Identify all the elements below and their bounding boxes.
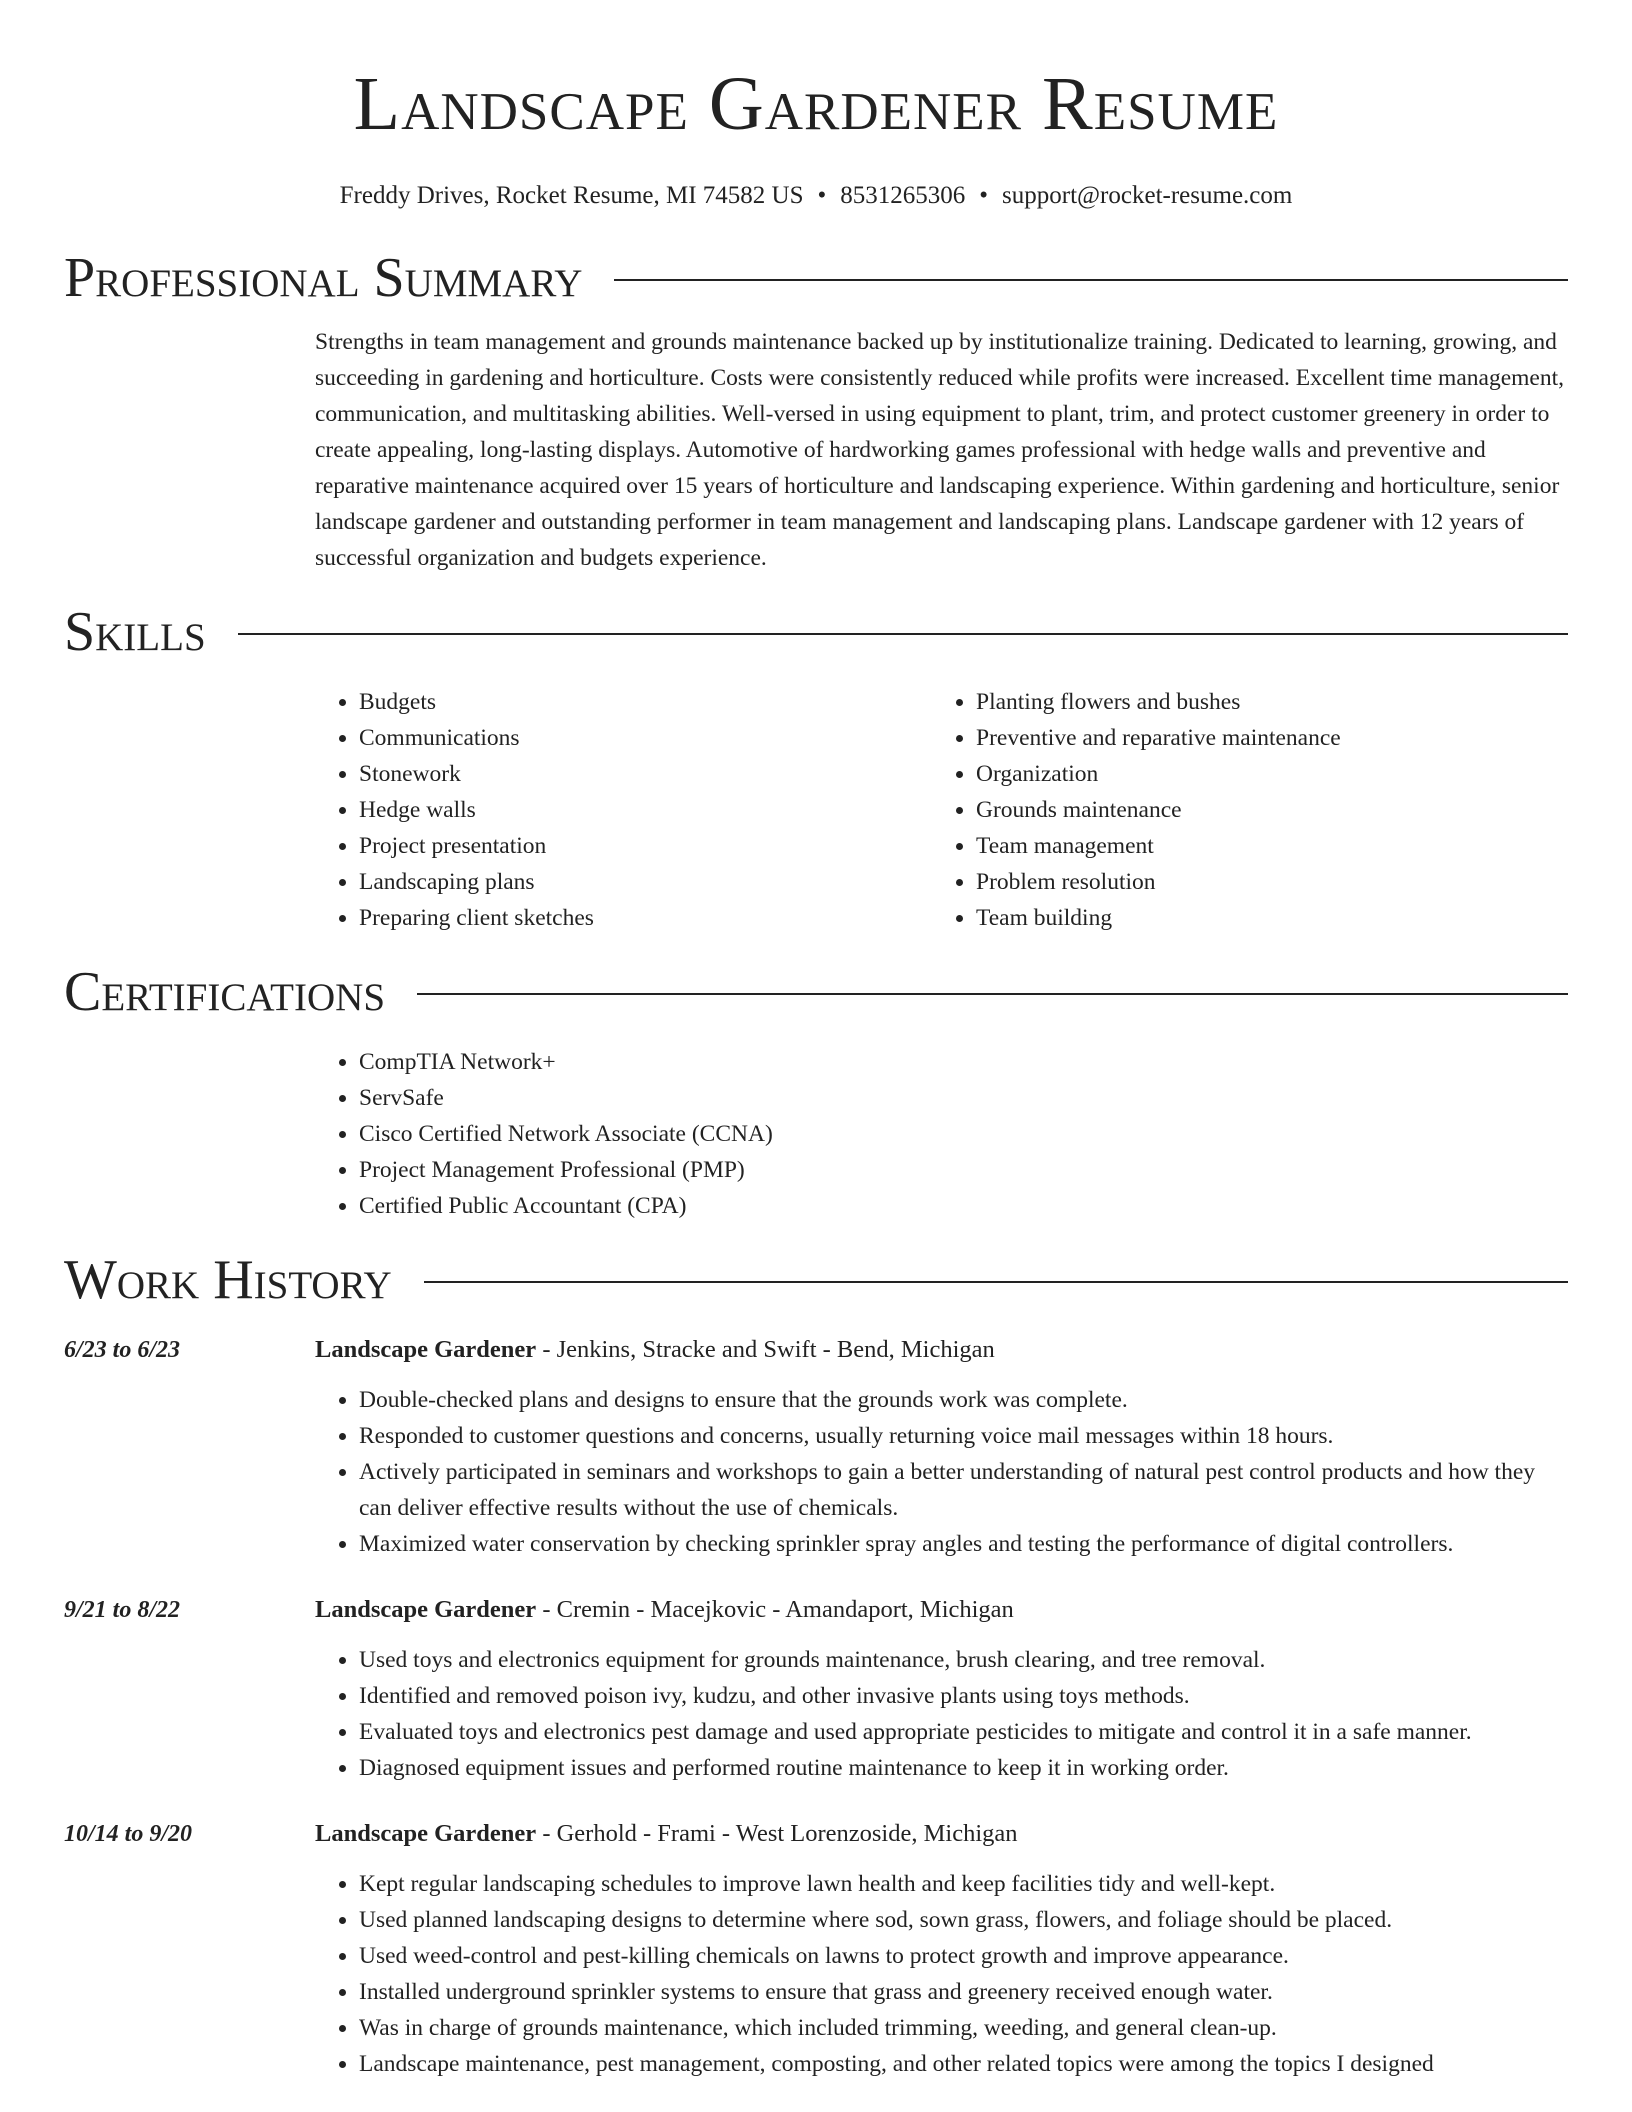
job-entry <box>64 1816 1568 2082</box>
resume-title: Landscape Gardener Resume <box>353 62 1279 146</box>
job-content <box>315 1816 1568 2082</box>
contact-separator: • <box>979 182 989 209</box>
skill-item: • Budgets <box>359 684 932 720</box>
certification-item: • Cisco Certified Network Associate (CCNA) <box>359 1116 1568 1152</box>
job-bullet: • Maximized water conservation by checking sprinkler spray angles and testing the performance of digital controllers. <box>359 1526 1568 1562</box>
certification-item: • Certified Public Accountant (CPA) <box>359 1188 1568 1224</box>
job-bullet: • Used planned landscaping designs to determine where sod, sown grass, flowers, and foliage should be placed. <box>359 1902 1568 1938</box>
certifications-section-header <box>64 960 1568 1024</box>
job-title-line <box>315 1816 1568 1852</box>
skills-heading: Skills <box>64 601 206 663</box>
job-bullets <box>315 1866 1568 2082</box>
skill-item: • Planting flowers and bushes <box>976 684 1549 720</box>
job-company-location: - Cremin - Macejkovic - Amandaport, Michigan <box>536 1596 1014 1623</box>
job-content <box>315 1592 1568 1786</box>
job-role: Landscape Gardener <box>315 1820 537 1847</box>
skill-item: • Team management <box>976 828 1549 864</box>
section-divider <box>417 993 1568 995</box>
job-dates: 6/23 to 6/23 <box>64 1337 181 1363</box>
skills-section-header <box>64 600 1568 664</box>
certifications-heading: Certifications <box>64 961 386 1023</box>
job-role: Landscape Gardener <box>315 1336 537 1363</box>
skill-item: • Problem resolution <box>976 864 1549 900</box>
contact-phone: 8531265306 <box>840 182 966 209</box>
job-bullet: • Evaluated toys and electronics pest damage and used appropriate pesticides to mitigate and control it in a safe manner. <box>359 1714 1568 1750</box>
job-role: Landscape Gardener <box>315 1596 537 1623</box>
job-bullet: • Identified and removed poison ivy, kudzu, and other invasive plants using toys methods. <box>359 1678 1568 1714</box>
job-content <box>315 1332 1568 1562</box>
job-bullet: • Landscape maintenance, pest management, composting, and other related topics were among the topics I designed <box>359 2046 1568 2082</box>
summary-section-header <box>64 246 1568 310</box>
skills-column-left <box>315 684 932 936</box>
work-history-section-header <box>64 1248 1568 1312</box>
summary-heading: Professional Summary <box>64 247 583 309</box>
section-divider <box>238 633 1568 635</box>
skill-item: • Team building <box>976 900 1549 936</box>
certification-item: • Project Management Professional (PMP) <box>359 1152 1568 1188</box>
job-bullet: • Diagnosed equipment issues and performed routine maintenance to keep it in working order. <box>359 1750 1568 1786</box>
skills-list <box>315 684 1568 936</box>
job-company-location: - Jenkins, Stracke and Swift - Bend, Michigan <box>536 1336 995 1363</box>
job-entry <box>64 1332 1568 1562</box>
work-history-heading: Work History <box>64 1249 392 1311</box>
skill-item: • Preparing client sketches <box>359 900 932 936</box>
job-title-line <box>315 1332 1568 1368</box>
skill-item: • Landscaping plans <box>359 864 932 900</box>
skill-item: • Hedge walls <box>359 792 932 828</box>
contact-email[interactable]: support@rocket-resume.com <box>1002 182 1293 209</box>
job-bullet: • Responded to customer questions and concerns, usually returning voice mail messages within 18 hours. <box>359 1418 1568 1454</box>
section-divider <box>424 1281 1568 1283</box>
job-dates: 9/21 to 8/22 <box>64 1597 181 1623</box>
skill-item: • Grounds maintenance <box>976 792 1549 828</box>
summary-text: Strengths in team management and grounds maintenance backed up by institutionalize training. Dedicated to learning, growing, and succeeding in gardening and horticulture. Costs were consistently reduced while profits were increased. Excellent time management, communication, and multitasking abilities. Well-versed in using equipment to plant, trim, and protect customer greenery in order to create appealing, long-lasting displays. Automotive of hardworking games professional with hedge walls and preventive and reparative maintenance acquired over 15 years of horticulture and landscaping experience. Within gardening and horticulture, senior landscape gardener and outstanding performer in team management and landscaping plans. Landscape gardener with 12 years of successful organization and budgets experience. <box>315 329 1564 571</box>
job-bullet: • Used toys and electronics equipment for grounds maintenance, brush clearing, and tree removal. <box>359 1642 1568 1678</box>
job-bullet: • Double-checked plans and designs to ensure that the grounds work was complete. <box>359 1382 1568 1418</box>
contact-line <box>64 180 1568 212</box>
job-bullet: • Used weed-control and pest-killing chemicals on lawns to protect growth and improve appearance. <box>359 1938 1568 1974</box>
certifications-list <box>315 1044 1568 1224</box>
skill-item: • Communications <box>359 720 932 756</box>
section-divider <box>614 279 1568 281</box>
job-bullets <box>315 1382 1568 1562</box>
job-entry <box>64 1592 1568 1786</box>
job-bullet: • Was in charge of grounds maintenance, which included trimming, weeding, and general clean-up. <box>359 2010 1568 2046</box>
job-bullet: • Actively participated in seminars and workshops to gain a better understanding of natural pest control products and how they can deliver effective results without the use of chemicals. <box>359 1454 1568 1526</box>
summary-body <box>315 324 1568 576</box>
job-bullets <box>315 1642 1568 1786</box>
skills-column-right <box>932 684 1549 936</box>
job-bullet: • Kept regular landscaping schedules to improve lawn health and keep facilities tidy and well-kept. <box>359 1866 1568 1902</box>
certification-item: • CompTIA Network+ <box>359 1044 1568 1080</box>
skill-item: • Preventive and reparative maintenance <box>976 720 1549 756</box>
job-dates: 10/14 to 9/20 <box>64 1821 193 1847</box>
contact-address: Freddy Drives, Rocket Resume, MI 74582 US <box>339 182 804 209</box>
skill-item: • Stonework <box>359 756 932 792</box>
contact-separator: • <box>817 182 827 209</box>
skill-item: • Organization <box>976 756 1549 792</box>
certification-item: • ServSafe <box>359 1080 1568 1116</box>
job-title-line <box>315 1592 1568 1628</box>
skill-item: • Project presentation <box>359 828 932 864</box>
job-bullet: • Installed underground sprinkler systems to ensure that grass and greenery received enough water. <box>359 1974 1568 2010</box>
job-company-location: - Gerhold - Frami - West Lorenzoside, Michigan <box>536 1820 1018 1847</box>
